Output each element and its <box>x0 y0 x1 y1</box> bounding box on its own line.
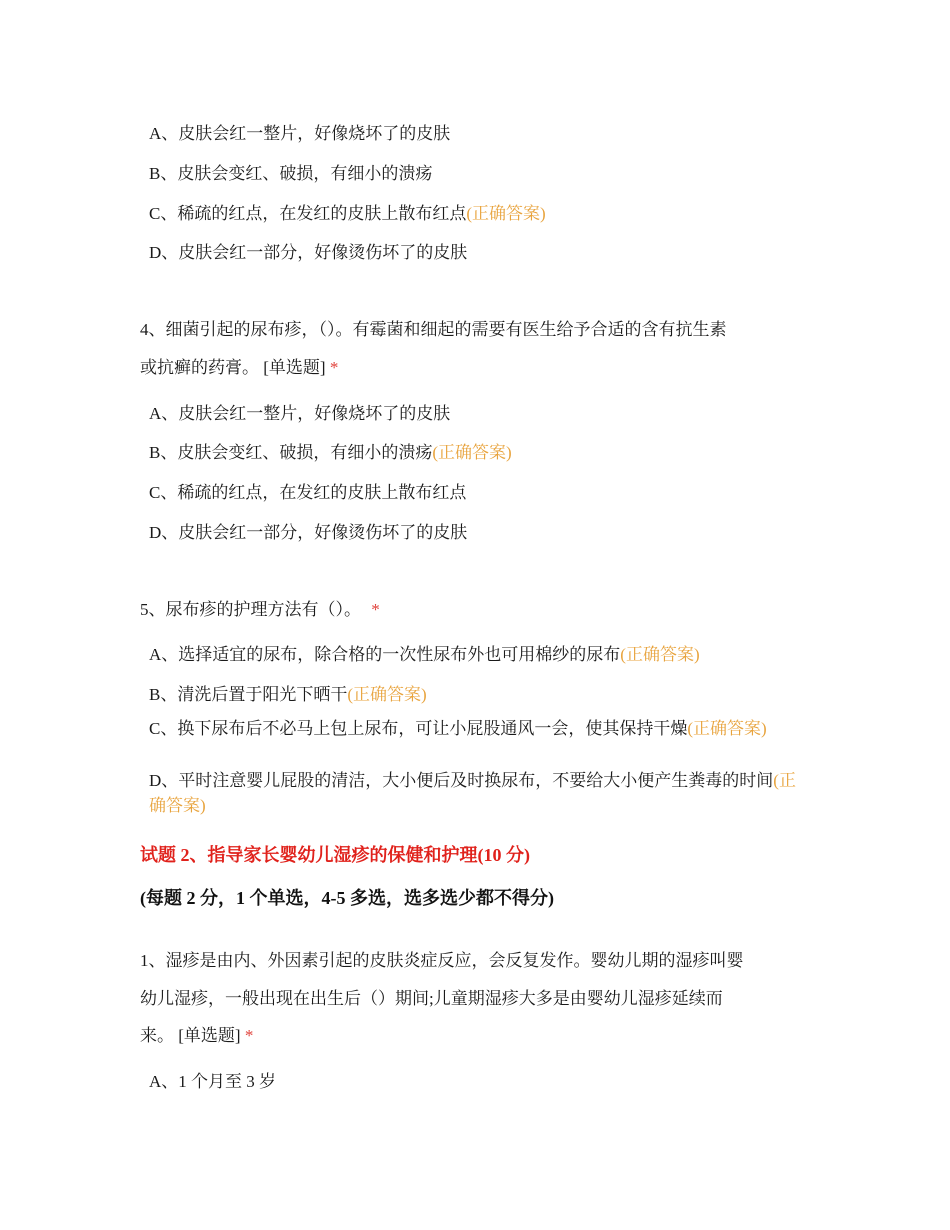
q4-text-line1: 4、细菌引起的尿布疹，（）。有霉菌和细起的需要有医生给予合适的含有抗生素 <box>140 320 727 339</box>
q3-option-b[interactable] <box>149 164 432 184</box>
option-label: C、稀疏的红点，在发红的皮肤上散布红点 <box>149 204 467 223</box>
option-label: B、清洗后置于阳光下晒干 <box>149 685 348 704</box>
q3-option-c[interactable] <box>149 204 546 224</box>
q3-option-a[interactable] <box>149 124 450 144</box>
section-title: 试题 2、指导家长婴幼儿湿疹的保健和护理(10 分) <box>140 845 530 865</box>
option-label: A、1 个月至 3 岁 <box>149 1072 277 1091</box>
option-label: B、皮肤会变红、破损，有细小的溃疡 <box>149 164 433 183</box>
required-mark: * <box>329 358 339 377</box>
s2q1-option-a[interactable] <box>149 1072 276 1092</box>
correct-answer-mark: (正确答案) <box>432 443 512 462</box>
question-text: 或抗癣的药膏。 [单选题] <box>140 358 326 377</box>
q5-option-a[interactable] <box>149 645 700 665</box>
s2q1-text-line2: 幼儿湿疹，一般出现在出生后（）期间;儿童期湿疹大多是由婴幼儿湿疹延续而 <box>140 989 723 1008</box>
option-label: A、皮肤会红一整片，好像烧坏了的皮肤 <box>149 404 451 423</box>
option-label: A、选择适宜的尿布，除合格的一次性尿布外也可用棉纱的尿布 <box>149 645 621 664</box>
option-label: C、稀疏的红点，在发红的皮肤上散布红点 <box>149 483 467 502</box>
s2q1-text-line3 <box>140 1026 253 1046</box>
q5-text <box>140 600 380 620</box>
q4-option-b[interactable] <box>149 443 512 463</box>
correct-answer-mark: (正确答案) <box>149 771 796 815</box>
s2q1-text-line1: 1、湿疹是由内、外因素引起的皮肤炎症反应，会反复发作。婴幼儿期的湿疹叫婴 <box>140 951 744 970</box>
option-label: A、皮肤会红一整片，好像烧坏了的皮肤 <box>149 124 451 143</box>
correct-answer-mark: (正确答案) <box>620 645 700 664</box>
option-label: C、换下尿布后不必马上包上尿布，可让小屁股通风一会，使其保持干燥 <box>149 719 688 738</box>
section-subtitle: (每题 2 分，1 个单选，4-5 多选，选多选少都不得分) <box>140 888 554 908</box>
question-text: 5、尿布疹的护理方法有（）。 <box>140 600 361 619</box>
question-text: 来。 [单选题] <box>140 1026 241 1045</box>
q4-option-d[interactable] <box>149 523 467 543</box>
q5-option-d[interactable] <box>149 768 809 818</box>
q5-option-b[interactable] <box>149 685 427 705</box>
q4-option-c[interactable] <box>149 483 466 503</box>
option-label: D、皮肤会红一部分，好像烫伤坏了的皮肤 <box>149 523 468 542</box>
correct-answer-mark: (正确答案) <box>687 719 767 738</box>
q4-option-a[interactable] <box>149 404 450 424</box>
correct-answer-mark: (正确答案) <box>347 685 427 704</box>
q3-option-d[interactable] <box>149 243 467 263</box>
q5-option-c[interactable] <box>149 716 809 741</box>
option-label: D、平时注意婴儿屁股的清洁，大小便后及时换尿布，不要给大小便产生粪毒的时间 <box>149 771 774 790</box>
option-label: B、皮肤会变红、破损，有细小的溃疡 <box>149 443 433 462</box>
required-mark: * <box>244 1026 254 1045</box>
q4-text-line2 <box>140 358 338 378</box>
option-label: D、皮肤会红一部分，好像烫伤坏了的皮肤 <box>149 243 468 262</box>
correct-answer-mark: (正确答案) <box>466 204 546 223</box>
required-mark: * <box>371 600 380 619</box>
